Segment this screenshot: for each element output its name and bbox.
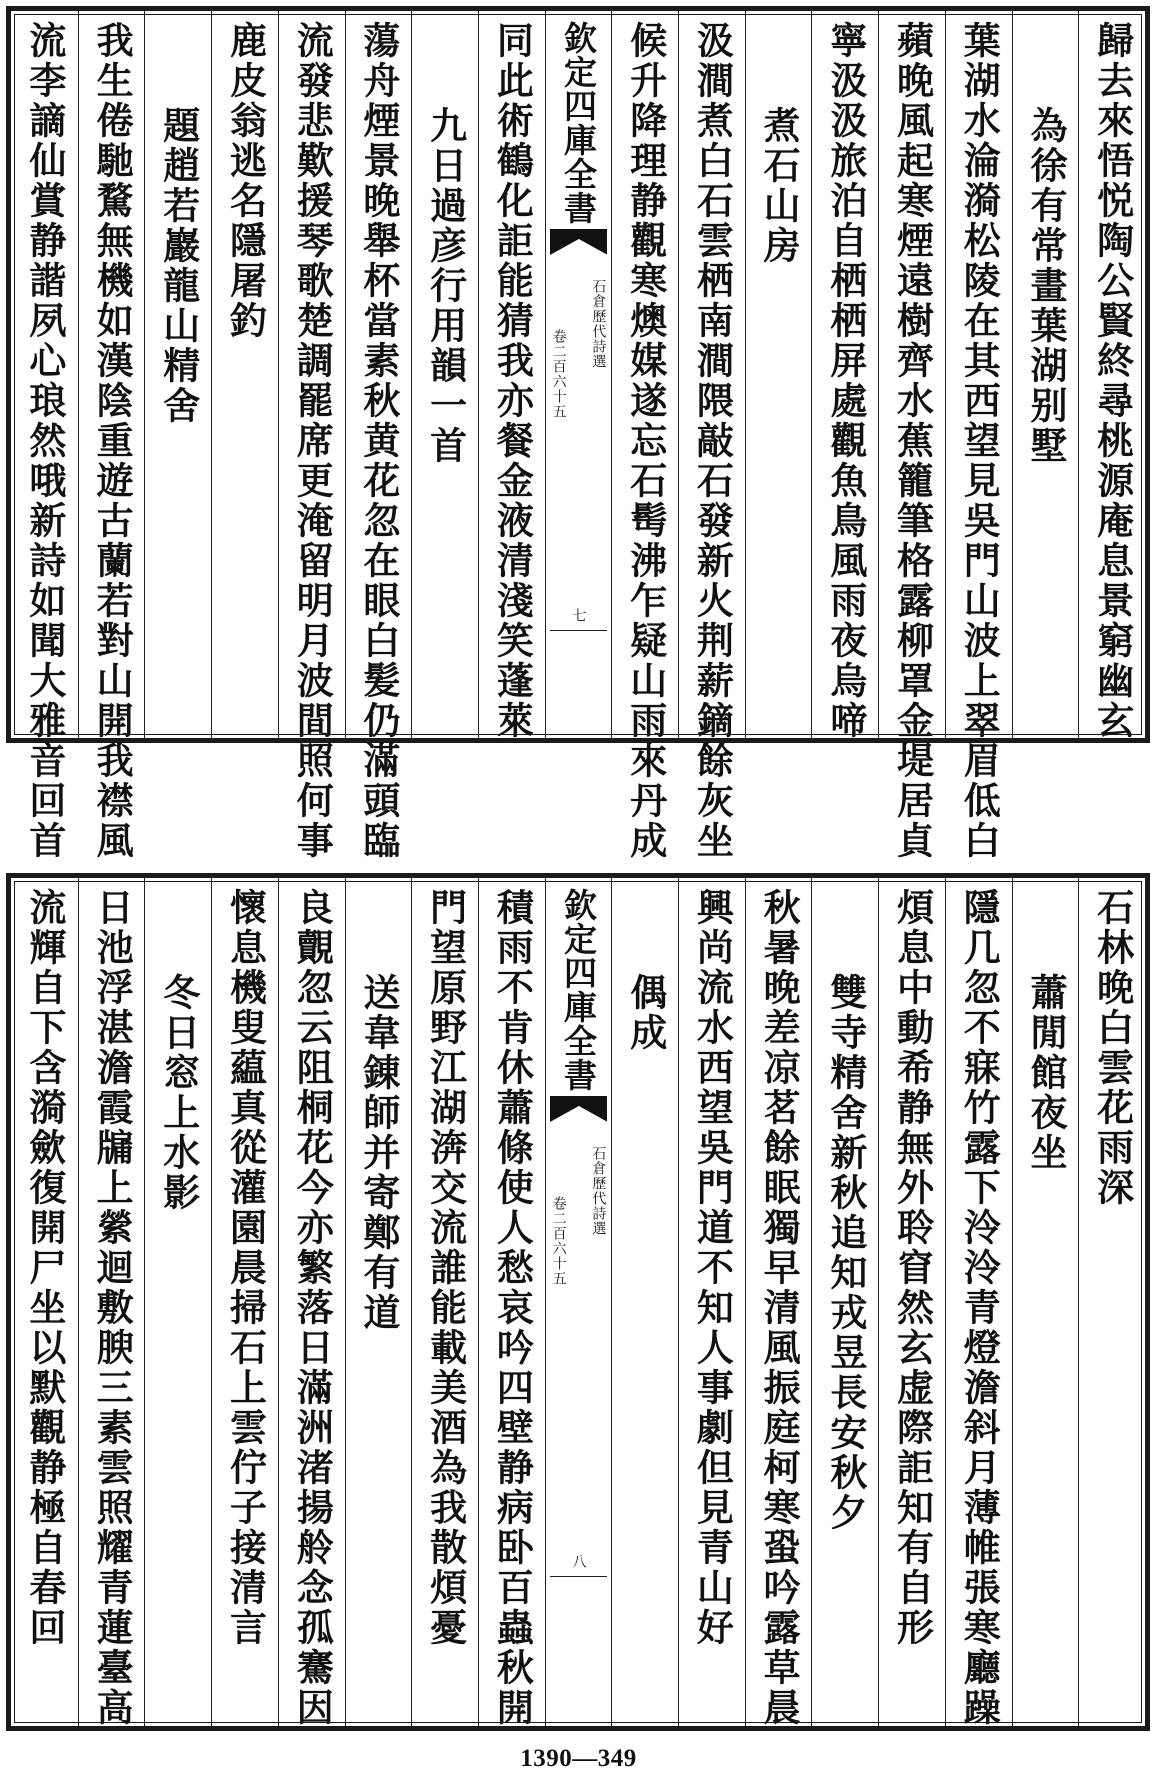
poem-line: 流發悲歎援琴歌楚調罷席更淹留明月波間照何事 (290, 21, 335, 861)
text-column (745, 878, 812, 1726)
poem-line: 蕩舟煙景晚舉杯當素秋黄花忽在眼白髪仍滿頭臨 (356, 21, 401, 861)
text-column (945, 11, 1012, 861)
volume-number: 卷二百六十五 (550, 329, 567, 419)
text-column (144, 878, 211, 1726)
text-column (478, 878, 545, 1726)
poem-line: 積雨不肯休蕭條使人愁哀吟四壁静病卧百蟲秋開 (490, 888, 535, 1728)
text-column (11, 878, 78, 1726)
lower-page-columns (11, 878, 1145, 1726)
lower-page (6, 873, 1150, 1731)
poem-line: 歸去來悟悦陶公賢終尋桃源庵息景窮幽玄 (1090, 21, 1135, 741)
text-column (345, 11, 412, 861)
poem-line: 流李謫仙賞静諧夙心琅然哦新詩如聞大雅音回首 (22, 21, 67, 861)
poem-line: 寧汲汲旅泊自栖栖屏處觀魚鳥風雨夜烏啼 (823, 21, 868, 741)
poem-line: 隱几忽不寐竹露下泠泠青燈澹斜月薄帷張寒廳躁 (957, 888, 1002, 1728)
poem-line: 煩息中動希静無外聆窅然玄虚際詎知有自形 (890, 888, 935, 1648)
poem-line: 汲澗煮白石雲栖南澗隈敲石發新火荆薪鏑餘灰坐 (690, 21, 735, 861)
text-column (878, 878, 945, 1726)
text-column (1012, 878, 1079, 1726)
text-column (345, 878, 412, 1726)
page-rule-line (550, 1576, 608, 1577)
book-title: 石倉歷代詩選 (590, 1146, 607, 1236)
text-column (811, 11, 878, 741)
poem-line: 蘋晚風起寒煙遠樹齊水蕉籠筆格露柳罩金堤居貞 (890, 21, 935, 861)
volume-number: 卷二百六十五 (550, 1196, 567, 1286)
poem-line: 秋暑晚差凉茗餘眠獨早清風振庭柯寒蛩吟露草晨 (757, 888, 802, 1728)
poem-line: 我生倦馳騖無機如漢陰重遊古蘭若對山開我襟風 (90, 21, 135, 861)
poem-title: 冬日窓上水影 (156, 973, 201, 1213)
poem-line: 石林晚白雲花雨深 (1090, 888, 1135, 1208)
text-column (11, 11, 78, 861)
poem-line: 葉湖水淪漪松陵在其西望見吳門山波上翠眉低白 (957, 21, 1002, 861)
text-column (611, 11, 678, 861)
text-column (78, 878, 145, 1726)
text-column (211, 11, 278, 738)
poem-title: 為徐有常畫葉湖别墅 (1023, 106, 1068, 466)
poem-line: 日池浮湛澹霞牖上縈迴敷腴三素雲照耀青蓮臺高 (90, 888, 135, 1728)
poem-title: 煮石山房 (757, 106, 802, 266)
poem-title: 題趙若巖龍山精舍 (156, 106, 201, 426)
poem-line: 興尚流水西望吳門道不知人事劇但見青山好 (690, 888, 735, 1648)
page-rule-line (550, 630, 608, 631)
text-column (878, 11, 945, 861)
poem-line: 懷息機叟藴真從灌園晨掃石上雲佇子接清言 (223, 888, 268, 1648)
upper-page (6, 6, 1150, 861)
text-column (411, 11, 478, 738)
text-column (411, 878, 478, 1726)
page-number: 七 (570, 608, 587, 622)
banxin-center-column (545, 878, 612, 1726)
text-column (745, 11, 812, 738)
text-column (678, 11, 745, 861)
text-column (945, 878, 1012, 1726)
text-column (211, 878, 278, 1726)
text-column (78, 11, 145, 861)
library-title: 欽定四庫全書 (559, 888, 599, 1092)
poem-title: 送韋錬師并寄鄭有道 (356, 973, 401, 1333)
page-footer-number: 1390—349 (520, 1745, 637, 1772)
fishtail-mark-icon (550, 229, 608, 255)
upper-page-columns (11, 11, 1145, 861)
poem-title: 九日過彦行用韻一首 (423, 106, 468, 466)
text-column (678, 878, 745, 1726)
poem-line: 流輝自下含漪歛復開尸坐以默觀静極自春回 (22, 888, 67, 1648)
poem-line: 門望原野江湖渀交流誰能載美酒為我散煩憂 (423, 888, 468, 1648)
text-column (278, 11, 345, 861)
poem-line: 候升降理静觀寒燠媒遂忘石髩沸乍疑山雨來丹成 (623, 21, 668, 861)
fishtail-mark-icon (550, 1096, 608, 1122)
text-column (1078, 878, 1145, 1726)
text-column (1078, 11, 1145, 741)
text-column (1012, 11, 1079, 738)
page-number: 八 (570, 1554, 587, 1568)
library-title: 欽定四庫全書 (559, 21, 599, 225)
text-column (478, 11, 545, 741)
poem-title: 蕭閒館夜坐 (1023, 973, 1068, 1173)
text-column (611, 878, 678, 1726)
poem-title: 偶成 (623, 973, 668, 1053)
book-title: 石倉歷代詩選 (590, 279, 607, 369)
poem-line: 鹿皮翁逃名隱屠釣 (223, 21, 268, 341)
poem-title: 雙寺精舍新秋追知戎昱長安秋夕 (823, 973, 868, 1533)
text-column (144, 11, 211, 738)
poem-line: 良覿忽云阻桐花今亦繁落日滿洲渚揚舲念孤騫因 (290, 888, 335, 1728)
poem-line: 同此術鶴化詎能猜我亦餐金液清淺笑蓬萊 (490, 21, 535, 741)
banxin-center-column (545, 11, 612, 738)
text-column (811, 878, 878, 1726)
text-column (278, 878, 345, 1726)
